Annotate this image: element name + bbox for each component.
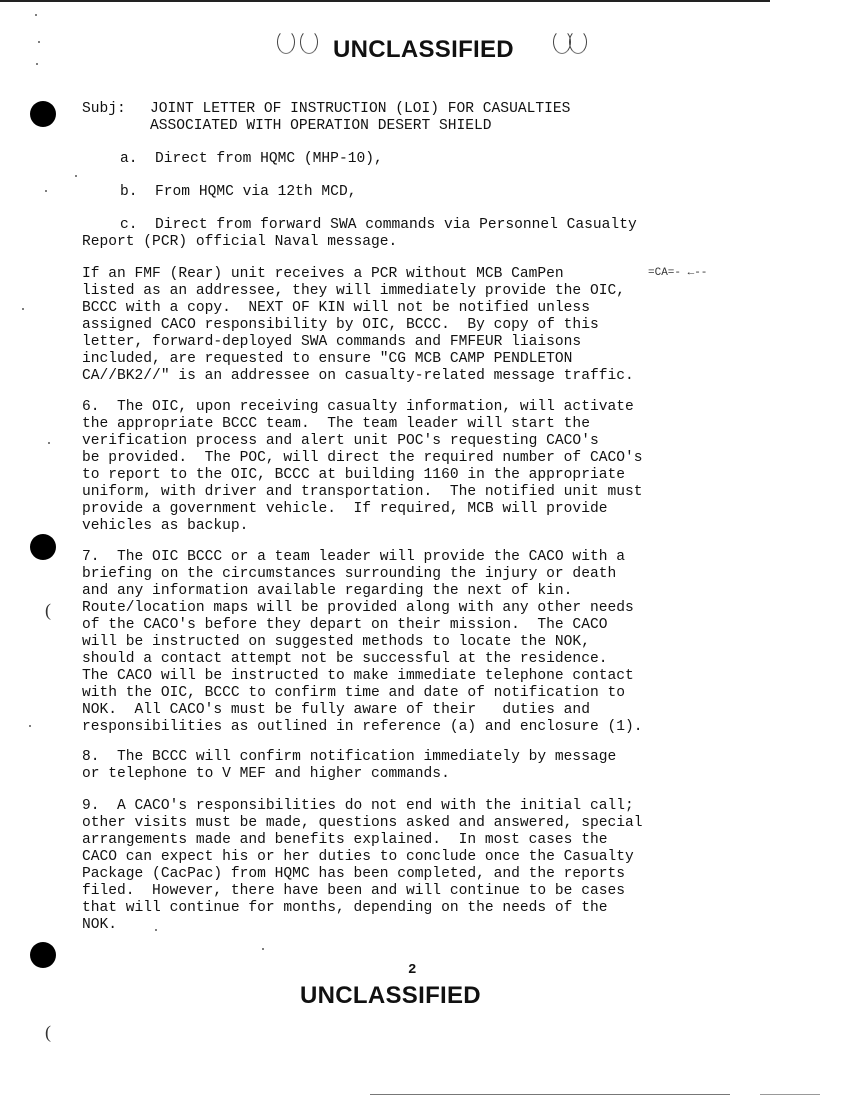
- scan-speck: [22, 308, 24, 310]
- scan-mark: [277, 30, 295, 54]
- scan-speck: [48, 442, 50, 444]
- paragraph-line: will be instructed on suggested methods to locate the NOK,: [82, 634, 590, 650]
- paragraph-line: assigned CACO responsibility by OIC, BCCC. By copy of this: [82, 317, 599, 333]
- punch-hole: [30, 942, 56, 968]
- bottom-scan-edge: [760, 1094, 820, 1095]
- paragraph-line: BCCC with a copy. NEXT OF KIN will not be notified unless: [82, 300, 590, 316]
- paragraph-line: CACO can expect his or her duties to conclude once the Casualty: [82, 849, 634, 865]
- paragraph-line: briefing on the circumstances surrounding the injury or death: [82, 566, 617, 582]
- paragraph-line: listed as an addressee, they will immediately provide the OIC,: [82, 283, 625, 299]
- punch-hole: [30, 534, 56, 560]
- paragraph-line: arrangements made and benefits explained. In most cases the: [82, 832, 608, 848]
- paragraph-line: vehicles as backup.: [82, 518, 249, 534]
- paragraph-line: that will continue for months, depending on the needs of the: [82, 900, 608, 916]
- page-number: 2: [408, 962, 417, 978]
- scan-mark: [300, 30, 318, 54]
- paragraph-line: to report to the OIC, BCCC at building 1160 in the appropriate: [82, 467, 625, 483]
- paragraph-line: Package (CacPac) from HQMC has been completed, and the reports: [82, 866, 625, 882]
- scan-speck: [45, 190, 47, 192]
- list-item-c-continuation: Report (PCR) official Naval message.: [82, 234, 398, 250]
- paragraph-line: CA//BK2//" is an addressee on casualty-related message traffic.: [82, 368, 634, 384]
- paragraph-line: verification process and alert unit POC's requesting CACO's: [82, 433, 599, 449]
- paragraph-line: and any information available regarding the next of kin.: [82, 583, 573, 599]
- paragraph-line: uniform, with driver and transportation. The notified unit must: [82, 484, 643, 500]
- subject-line-1: JOINT LETTER OF INSTRUCTION (LOI) FOR CASUALTIES: [150, 101, 571, 117]
- paragraph-line: be provided. The POC, will direct the required number of CACO's: [82, 450, 643, 466]
- paragraph-line: provide a government vehicle. If required, MCB will provide: [82, 501, 608, 517]
- paragraph-line: or telephone to V MEF and higher commands.: [82, 766, 450, 782]
- scan-speck: [75, 175, 77, 177]
- scan-speck: [36, 63, 38, 65]
- margin-bracket: (: [45, 600, 51, 620]
- classification-footer: UNCLASSIFIED: [300, 982, 481, 1009]
- scan-speck: [262, 948, 264, 950]
- paragraph-line: of the CACO's before they depart on their mission. The CACO: [82, 617, 608, 633]
- handwritten-strikeout: =CA=- ←--: [648, 267, 708, 279]
- paragraph-line: other visits must be made, questions asked and answered, special: [82, 815, 643, 831]
- paragraph-line: The CACO will be instructed to make immediate telephone contact: [82, 668, 634, 684]
- paragraph-line: included, are requested to ensure "CG MCB CAMP PENDLETON: [82, 351, 573, 367]
- list-item-b: b. From HQMC via 12th MCD,: [120, 184, 357, 200]
- paragraph-line: 6. The OIC, upon receiving casualty information, will activate: [82, 399, 634, 415]
- paragraph-line: with the OIC, BCCC to confirm time and date of notification to: [82, 685, 625, 701]
- list-item-c: c. Direct from forward SWA commands via Personnel Casualty: [120, 217, 637, 233]
- subject-label: Subj:: [82, 101, 126, 117]
- paragraph-line: responsibilities as outlined in reference (a) and enclosure (1).: [82, 719, 643, 735]
- paragraph-line: the appropriate BCCC team. The team leader will start the: [82, 416, 590, 432]
- scan-speck: [29, 725, 31, 727]
- paragraph-line: 7. The OIC BCCC or a team leader will provide the CACO with a: [82, 549, 625, 565]
- scan-speck: [38, 41, 40, 43]
- paragraph-line: 9. A CACO's responsibilities do not end with the initial call;: [82, 798, 634, 814]
- scan-mark: [569, 30, 587, 54]
- paragraph-line: If an FMF (Rear) unit receives a PCR without MCB CamPen: [82, 266, 564, 282]
- list-item-a: a. Direct from HQMC (MHP-10),: [120, 151, 383, 167]
- scan-speck: [155, 929, 157, 931]
- paragraph-line: NOK.: [82, 917, 118, 933]
- paragraph-line: NOK. All CACO's must be fully aware of their duties and: [82, 702, 590, 718]
- bottom-scan-edge: [370, 1094, 730, 1095]
- punch-hole: [30, 101, 56, 127]
- margin-bracket: (: [45, 1022, 51, 1042]
- paragraph-line: filed. However, there have been and will continue to be cases: [82, 883, 625, 899]
- paragraph-line: 8. The BCCC will confirm notification immediately by message: [82, 749, 617, 765]
- scan-speck: [35, 14, 37, 16]
- classification-header: UNCLASSIFIED: [333, 36, 514, 63]
- paragraph-line: letter, forward-deployed SWA commands and FMFEUR liaisons: [82, 334, 582, 350]
- paragraph-line: should a contact attempt not be successful at the residence.: [82, 651, 608, 667]
- subject-line-2: ASSOCIATED WITH OPERATION DESERT SHIELD: [150, 118, 492, 134]
- top-scan-edge: [0, 0, 770, 2]
- paragraph-line: Route/location maps will be provided along with any other needs: [82, 600, 634, 616]
